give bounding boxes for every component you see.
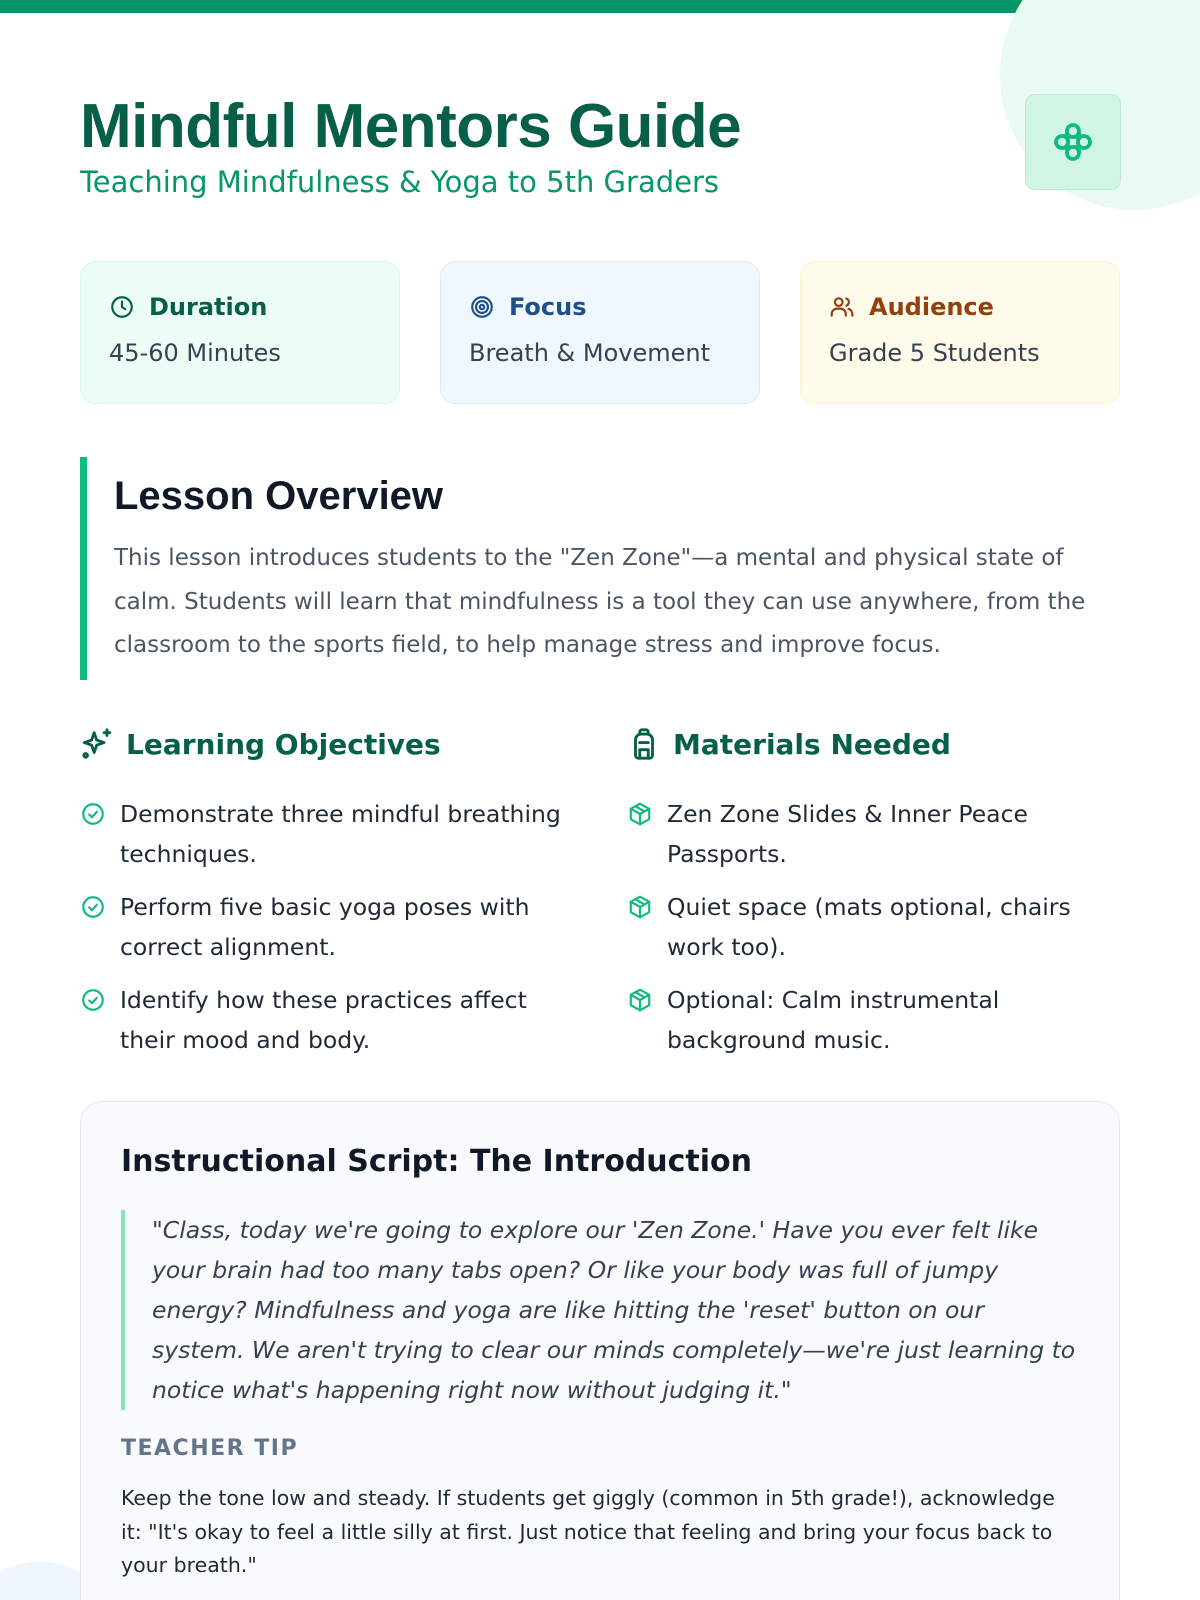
- materials-title: Materials Needed: [673, 727, 951, 761]
- page-subtitle: Teaching Mindfulness & Yoga to 5th Graders: [80, 165, 719, 199]
- instructional-script-card: [80, 1101, 1120, 1600]
- list-item: [80, 887, 580, 967]
- teacher-tip-text: Keep the tone low and steady. If students get giggly (common in 5th grade!), acknowledge it: "It's okay to feel a little silly at first. Just notice that feeling and bring your focus back to your breath.": [121, 1486, 1055, 1577]
- info-card-value: 45-60 Minutes: [109, 339, 281, 367]
- info-card-label: Focus: [509, 293, 587, 321]
- list-item-text: Demonstrate three mindful breathing techniques.: [120, 800, 561, 868]
- overview-text: This lesson introduces students to the "Zen Zone"—a mental and physical state of calm. Students will learn that mindfulness is a tool they can use anywhere, from the classroom to the sports field, to help manage stress and improve focus.: [114, 545, 1086, 658]
- box-icon: [627, 987, 653, 1013]
- info-card-value: Breath & Movement: [469, 339, 710, 367]
- check-circle-icon: [80, 987, 106, 1013]
- list-item-text: Optional: Calm instrumental background music.: [667, 986, 1000, 1054]
- list-item-text: Quiet space (mats optional, chairs work too).: [667, 893, 1071, 961]
- script-title: Instructional Script: The Introduction: [121, 1144, 753, 1179]
- target-icon: [469, 294, 495, 320]
- list-item-text: Zen Zone Slides & Inner Peace Passports.: [667, 800, 1028, 868]
- info-card-focus: [440, 261, 760, 404]
- backpack-icon: [627, 727, 661, 761]
- info-card-label: Duration: [149, 293, 268, 321]
- clock-icon: [109, 294, 135, 320]
- materials-list: [627, 794, 1127, 1060]
- overview-title: Lesson Overview: [114, 474, 444, 518]
- list-item: [627, 794, 1127, 874]
- page-header: [80, 92, 1120, 212]
- list-item: [80, 980, 580, 1060]
- box-icon: [627, 801, 653, 827]
- objectives-list: [80, 794, 580, 1060]
- flower-icon: [1049, 118, 1097, 166]
- list-item: [627, 980, 1127, 1060]
- list-item-text: Perform five basic yoga poses with correct alignment.: [120, 893, 530, 961]
- page-title: Mindful Mentors Guide: [80, 92, 742, 161]
- users-icon: [829, 294, 855, 320]
- info-card-audience: [800, 261, 1120, 404]
- materials-needed: [627, 722, 1127, 1073]
- list-item: [80, 794, 580, 874]
- info-card-value: Grade 5 Students: [829, 339, 1040, 367]
- check-circle-icon: [80, 801, 106, 827]
- sparkles-icon: [80, 727, 114, 761]
- script-quote: "Class, today we're going to explore our 'Zen Zone.' Have you ever felt like your brain had too many tabs open? Or like your body was full of jumpy energy? Mindfulness and yoga are like hitting the 'reset' button on our system. We aren't trying to clear our minds completely—we're just learning to notice what's happening right now without judging it.": [121, 1210, 1079, 1410]
- info-card-duration: [80, 261, 400, 404]
- info-card-label: Audience: [869, 293, 994, 321]
- list-item: [627, 887, 1127, 967]
- box-icon: [627, 894, 653, 920]
- list-item-text: Identify how these practices affect their mood and body.: [120, 986, 527, 1054]
- check-circle-icon: [80, 894, 106, 920]
- logo-badge: [1025, 94, 1121, 190]
- teacher-tip-label: TEACHER TIP: [121, 1436, 299, 1461]
- lesson-overview: [80, 457, 1120, 680]
- learning-objectives: [80, 722, 580, 1073]
- objectives-title: Learning Objectives: [126, 727, 441, 761]
